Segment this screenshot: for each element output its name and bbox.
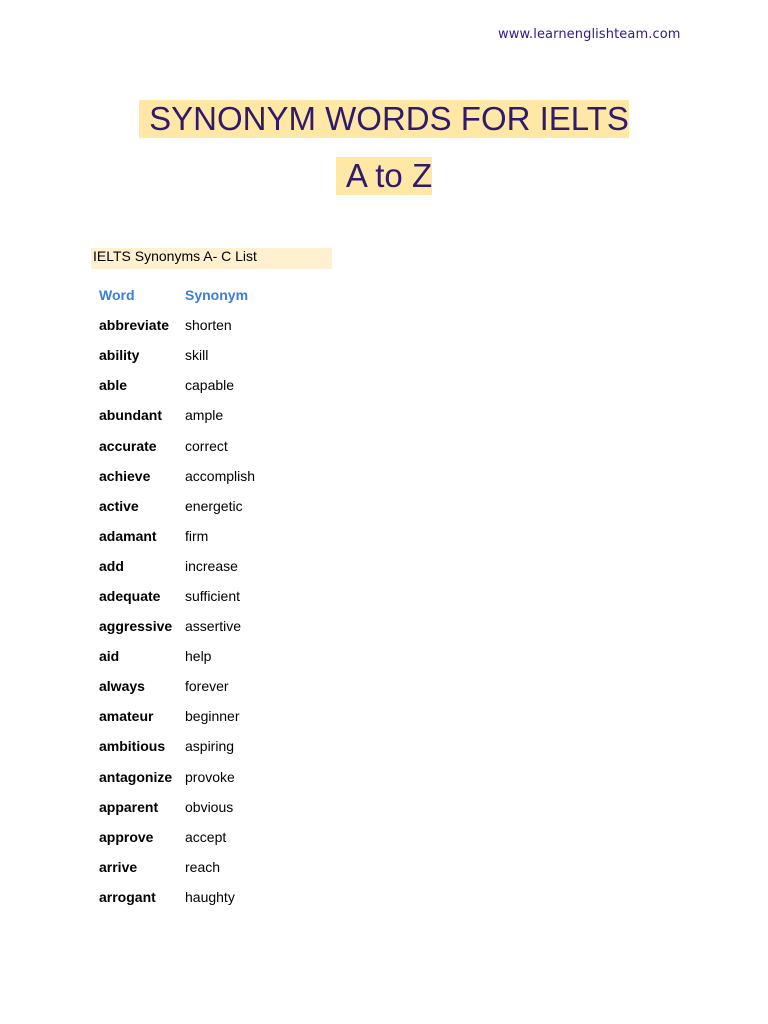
table-body bbox=[99, 310, 325, 912]
table-row bbox=[99, 491, 325, 521]
synonym-cell: accomplish bbox=[185, 467, 256, 484]
synonym-cell: correct bbox=[185, 437, 228, 454]
word-cell: add bbox=[99, 557, 124, 574]
synonym-cell: beginner bbox=[185, 708, 240, 725]
synonym-table bbox=[99, 280, 325, 912]
synonym-cell: sufficient bbox=[185, 587, 240, 604]
synonym-cell: skill bbox=[185, 347, 209, 364]
synonym-cell: energetic bbox=[185, 497, 243, 514]
word-cell: arrogant bbox=[99, 888, 156, 905]
table-row bbox=[99, 731, 325, 761]
word-cell: always bbox=[99, 678, 145, 695]
table-header-row bbox=[99, 280, 325, 310]
word-cell: ambitious bbox=[99, 738, 166, 755]
table-row bbox=[99, 641, 325, 671]
table-row bbox=[99, 792, 325, 822]
synonym-cell: haughty bbox=[185, 888, 235, 905]
page-subtitle bbox=[0, 157, 768, 195]
word-cell: able bbox=[99, 377, 128, 394]
page-title-line-2: A to Z bbox=[336, 157, 432, 195]
synonym-cell: aspiring bbox=[185, 738, 235, 755]
synonym-cell: reach bbox=[185, 858, 221, 875]
word-cell: achieve bbox=[99, 467, 151, 484]
page-title bbox=[0, 100, 768, 138]
synonym-cell: capable bbox=[185, 377, 235, 394]
word-cell: apparent bbox=[99, 798, 159, 815]
table-row bbox=[99, 611, 325, 641]
synonym-cell: shorten bbox=[185, 317, 232, 334]
word-cell: approve bbox=[99, 828, 154, 845]
column-header-synonym: Synonym bbox=[185, 287, 249, 304]
synonym-cell: help bbox=[185, 648, 212, 665]
table-row bbox=[99, 551, 325, 581]
word-cell: aggressive bbox=[99, 618, 173, 635]
word-cell: adequate bbox=[99, 587, 161, 604]
word-cell: accurate bbox=[99, 437, 157, 454]
word-cell: adamant bbox=[99, 527, 157, 544]
word-cell: abbreviate bbox=[99, 317, 170, 334]
synonym-cell: increase bbox=[185, 557, 238, 574]
synonym-cell: ample bbox=[185, 407, 224, 424]
table-row bbox=[99, 822, 325, 852]
table-row bbox=[99, 430, 325, 460]
section-heading: IELTS Synonyms A- C List bbox=[91, 248, 332, 269]
table-row bbox=[99, 521, 325, 551]
table-row bbox=[99, 340, 325, 370]
synonym-cell: provoke bbox=[185, 768, 235, 785]
table-row bbox=[99, 852, 325, 882]
table-row bbox=[99, 671, 325, 701]
table-row bbox=[99, 400, 325, 430]
word-cell: aid bbox=[99, 648, 120, 665]
table-row bbox=[99, 310, 325, 340]
synonym-cell: accept bbox=[185, 828, 227, 845]
table-row bbox=[99, 461, 325, 491]
word-cell: amateur bbox=[99, 708, 154, 725]
word-cell: arrive bbox=[99, 858, 138, 875]
table-row bbox=[99, 882, 325, 912]
table-row bbox=[99, 370, 325, 400]
word-cell: active bbox=[99, 497, 139, 514]
page-title-line-1: SYNONYM WORDS FOR IELTS bbox=[139, 100, 629, 138]
word-cell: ability bbox=[99, 347, 140, 364]
table-row bbox=[99, 701, 325, 731]
synonym-cell: forever bbox=[185, 678, 229, 695]
site-url-link[interactable]: www.learnenglishteam.com bbox=[498, 27, 681, 42]
word-cell: antagonize bbox=[99, 768, 173, 785]
table-row bbox=[99, 581, 325, 611]
word-cell: abundant bbox=[99, 407, 162, 424]
synonym-cell: assertive bbox=[185, 618, 242, 635]
synonym-cell: obvious bbox=[185, 798, 234, 815]
column-header-word: Word bbox=[99, 287, 135, 304]
synonym-cell: firm bbox=[185, 527, 209, 544]
table-row bbox=[99, 762, 325, 792]
